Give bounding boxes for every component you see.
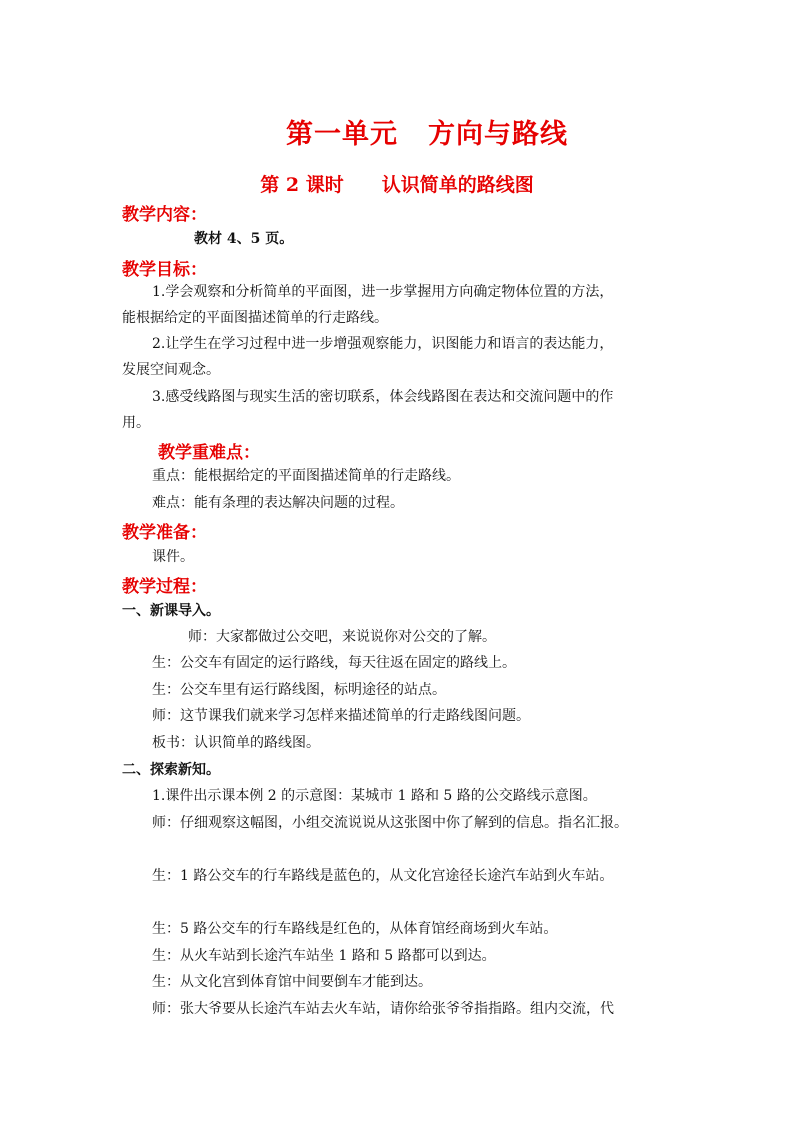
part2-line-1: 1.课件出示课本例 2 的示意图：某城市 1 路和 5 路的公交路线示意图。 [152,788,597,804]
goal-3-line2: 用。 [122,415,150,431]
goal-1-line2: 能根据给定的平面图描述简单的行走路线。 [122,310,388,326]
part1-line-5: 板书：认识简单的路线图。 [152,735,320,751]
difficult-point: 难点：能有条理的表达解决问题的过程。 [152,495,404,511]
goal-1-line1: 1.学会观察和分析简单的平面图，进一步掌握用方向确定物体位置的方法， [152,284,614,300]
part1-heading: 一、新课导入。 [122,603,220,619]
key-heading: 教学重难点： [158,443,260,463]
goal-3-line1: 3.感受线路图与现实生活的密切联系，体会线路图在表达和交流问题中的作 [152,389,614,405]
part2-line-7: 师：张大爷要从长途汽车站去火车站，请你给张爷爷指指路。组内交流，代 [152,1001,614,1017]
part2-line-4: 生：5 路公交车的行车路线是红色的，从体育馆经商场到火车站。 [152,921,558,937]
key-point: 重点：能根据给定的平面图描述简单的行走路线。 [152,468,460,484]
unit-title [0,112,794,151]
part1-line-2: 生：公交车有固定的运行路线，每天往返在固定的路线上。 [152,655,516,671]
unit-title-part2: 方向与路线 [428,119,568,150]
part1-line-3: 生：公交车里有运行路线图，标明途径的站点。 [152,682,446,698]
unit-title-part1: 第一单元 [286,119,398,150]
process-heading: 教学过程： [122,577,207,597]
lesson-number: 第 2 课时 [260,174,344,196]
goal-2-line1: 2.让学生在学习过程中进一步增强观察能力，识图能力和语言的表达能力， [152,336,614,352]
lesson-name: 认识简单的路线图 [381,174,534,196]
content-text: 教材 4、5 页。 [194,231,294,247]
part2-line-2: 师：仔细观察这幅图，小组交流说说从这张图中你了解到的信息。指名汇报。 [152,815,628,831]
part1-line-4: 师：这节课我们就来学习怎样来描述简单的行走路线图问题。 [152,708,530,724]
goals-heading: 教学目标： [122,260,207,280]
part2-heading: 二、探索新知。 [122,762,220,778]
part2-line-5: 生：从火车站到长途汽车站坐 1 路和 5 路都可以到达。 [152,948,496,964]
part2-line-3: 生：1 路公交车的行车路线是蓝色的，从文化宫途径长途汽车站到火车站。 [152,868,614,884]
prep-heading: 教学准备： [122,523,207,543]
content-heading: 教学内容： [122,205,207,225]
part1-line-1: 师：大家都做过公交吧，来说说你对公交的了解。 [188,629,496,645]
prep-text: 课件。 [152,549,194,565]
goal-2-line2: 发展空间观念。 [122,362,220,378]
part2-line-6: 生：从文化宫到体育馆中间要倒车才能到达。 [152,974,432,990]
lesson-subtitle [0,170,794,197]
